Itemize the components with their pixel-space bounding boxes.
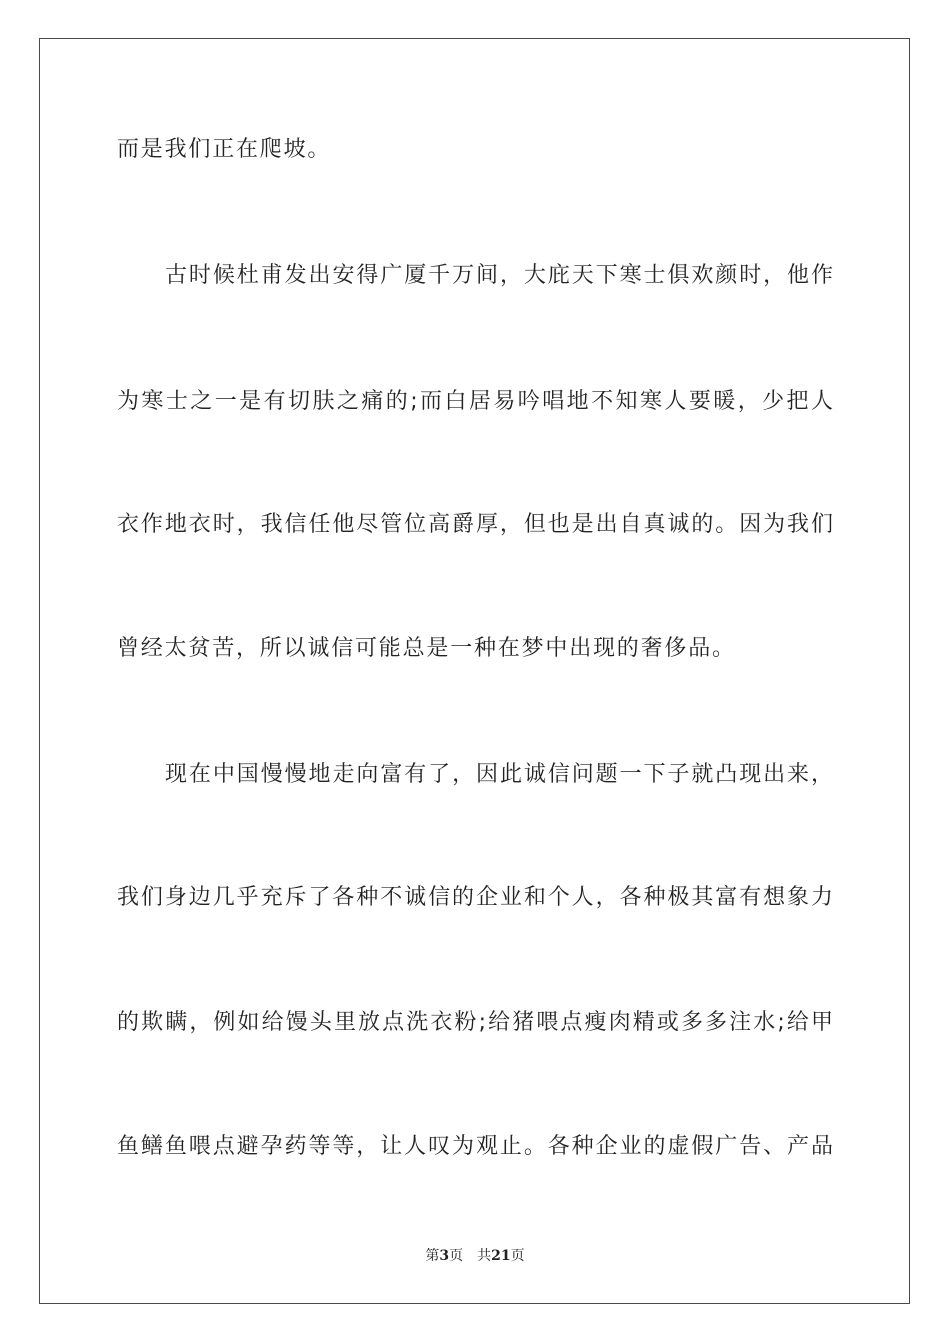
paragraph-line-7: 我们身边几乎充斥了各种不诚信的企业和个人，各种极其富有想象力 xyxy=(117,885,833,910)
footer-page-prefix: 第 xyxy=(425,1248,440,1264)
footer-page-suffix: 页 xyxy=(449,1248,464,1264)
paragraph-line-1: 而是我们正在爬坡。 xyxy=(117,137,332,162)
footer-total-prefix: 共 xyxy=(477,1248,492,1264)
page-border xyxy=(39,38,910,1304)
footer-total-suffix: 页 xyxy=(510,1248,525,1264)
paragraph-line-3: 为寒士之一是有切肤之痛的;而白居易吟唱地不知寒人要暖，少把人 xyxy=(117,389,833,414)
paragraph-line-5: 曾经太贫苦，所以诚信可能总是一种在梦中出现的奢侈品。 xyxy=(117,636,736,661)
paragraph-line-2: 古时候杜甫发出安得广厦千万间，大庇天下寒士俱欢颜时，他作 xyxy=(165,263,833,288)
footer-total-pages: 21 xyxy=(491,1248,511,1264)
paragraph-line-4: 衣作地衣时，我信任他尽管位高爵厚，但也是出自真诚的。因为我们 xyxy=(117,512,833,537)
paragraph-line-6: 现在中国慢慢地走向富有了，因此诚信问题一下子就凸现出来， xyxy=(165,762,833,787)
paragraph-line-8: 的欺瞒，例如给馒头里放点洗衣粉;给猪喂点瘦肉精或多多注水;给甲 xyxy=(117,1010,833,1035)
paragraph-line-9: 鱼鳝鱼喂点避孕药等等，让人叹为观止。各种企业的虚假广告、产品 xyxy=(117,1134,833,1159)
footer-page-number: 3 xyxy=(439,1248,450,1264)
page-footer xyxy=(0,1247,950,1265)
